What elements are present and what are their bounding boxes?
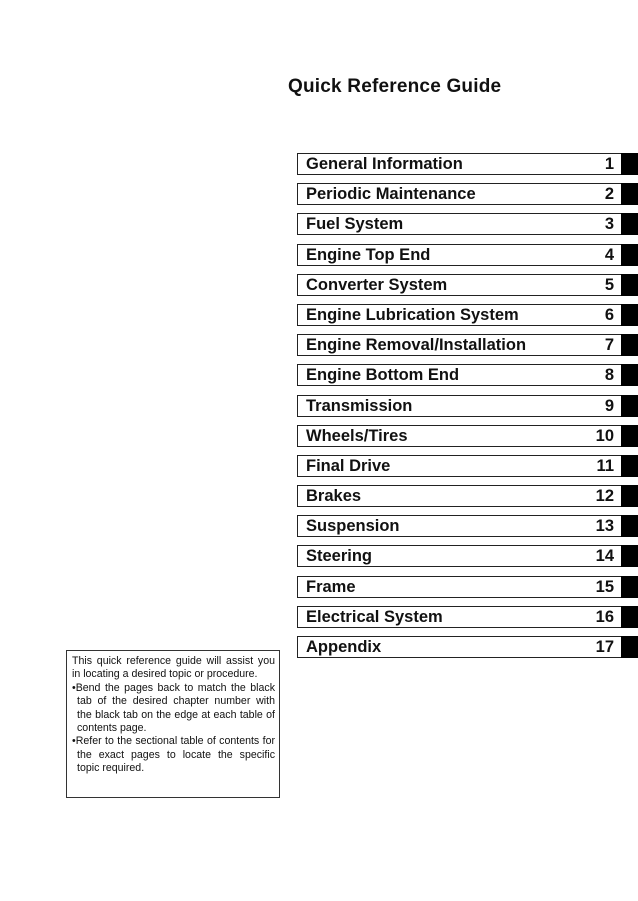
chapter-label: Wheels/Tires xyxy=(306,426,408,445)
chapter-number: 17 xyxy=(595,638,614,656)
chapter-tab xyxy=(621,183,638,205)
chapter-row[interactable] xyxy=(297,364,622,386)
chapter-row[interactable] xyxy=(297,183,622,205)
chapter-number: 2 xyxy=(604,185,614,204)
chapter-number: 14 xyxy=(595,547,614,566)
chapter-tab xyxy=(621,334,638,356)
chapter-number: 5 xyxy=(604,275,614,294)
chapter-label: Engine Bottom End xyxy=(306,366,460,385)
chapter-tab xyxy=(621,515,638,537)
chapter-label: Suspension xyxy=(306,517,400,536)
chapter-number: 1 xyxy=(604,155,614,173)
usage-note-intro: This quick reference guide will assist you in locating a desired topic or procedure. xyxy=(72,655,275,681)
chapter-tab xyxy=(621,364,638,386)
chapter-row[interactable] xyxy=(297,455,622,477)
chapter-row[interactable] xyxy=(297,606,622,628)
chapter-row[interactable] xyxy=(297,425,622,447)
chapter-number: 10 xyxy=(595,426,614,445)
chapter-label: Electrical System xyxy=(306,607,443,626)
chapter-row[interactable] xyxy=(297,304,622,326)
chapter-number: 11 xyxy=(596,456,614,475)
chapter-label: Final Drive xyxy=(306,456,391,475)
chapter-number: 15 xyxy=(595,577,614,596)
chapter-row[interactable] xyxy=(297,395,622,417)
chapter-row[interactable] xyxy=(297,485,622,507)
chapter-row[interactable] xyxy=(297,334,622,356)
chapter-tab xyxy=(621,425,638,447)
chapter-row[interactable] xyxy=(297,545,622,567)
usage-note-bullet: •Bend the pages back to match the black tab of the desired chapter number with the black tab on the edge at each table of contents page. xyxy=(72,681,275,735)
chapter-tab xyxy=(621,576,638,598)
chapter-row[interactable] xyxy=(297,636,622,658)
chapter-label: Converter System xyxy=(306,275,448,294)
chapter-number: 8 xyxy=(604,366,614,385)
chapter-label: Engine Removal/Installation xyxy=(306,336,527,355)
chapter-number: 13 xyxy=(595,517,614,536)
chapter-tab xyxy=(621,485,638,507)
chapter-list xyxy=(297,153,638,666)
chapter-label: Frame xyxy=(306,577,356,596)
usage-note-box xyxy=(66,650,280,798)
chapter-tab xyxy=(621,153,638,175)
page-title: Quick Reference Guide xyxy=(288,76,502,97)
chapter-tab xyxy=(621,274,638,296)
chapter-label: Brakes xyxy=(306,487,362,506)
chapter-number: 7 xyxy=(604,336,614,355)
chapter-tab xyxy=(621,606,638,628)
chapter-number: 9 xyxy=(604,396,614,415)
chapter-number: 3 xyxy=(604,215,614,234)
chapter-label: Engine Lubrication System xyxy=(306,305,519,324)
chapter-number: 4 xyxy=(604,245,614,264)
chapter-number: 12 xyxy=(595,487,614,506)
chapter-tab xyxy=(621,545,638,567)
chapter-label: Appendix xyxy=(306,638,382,656)
chapter-row[interactable] xyxy=(297,576,622,598)
chapter-row[interactable] xyxy=(297,244,622,266)
chapter-label: Transmission xyxy=(306,396,413,415)
chapter-row[interactable] xyxy=(297,515,622,537)
chapter-label: Fuel System xyxy=(306,215,404,234)
usage-note-bullet: •Refer to the sectional table of contents for the exact pages to locate the specific topic required. xyxy=(72,735,275,775)
chapter-label: General Information xyxy=(306,155,463,173)
chapter-label: Engine Top End xyxy=(306,245,431,264)
chapter-row[interactable] xyxy=(297,213,622,235)
chapter-number: 6 xyxy=(604,305,614,324)
chapter-tab xyxy=(621,244,638,266)
chapter-tab xyxy=(621,455,638,477)
chapter-number: 16 xyxy=(595,607,614,626)
chapter-tab xyxy=(621,395,638,417)
chapter-tab xyxy=(621,213,638,235)
chapter-tab xyxy=(621,304,638,326)
chapter-label: Steering xyxy=(306,547,373,566)
chapter-label: Periodic Maintenance xyxy=(306,185,476,204)
chapter-row[interactable] xyxy=(297,274,622,296)
chapter-row[interactable] xyxy=(297,153,622,175)
chapter-tab xyxy=(621,636,638,658)
